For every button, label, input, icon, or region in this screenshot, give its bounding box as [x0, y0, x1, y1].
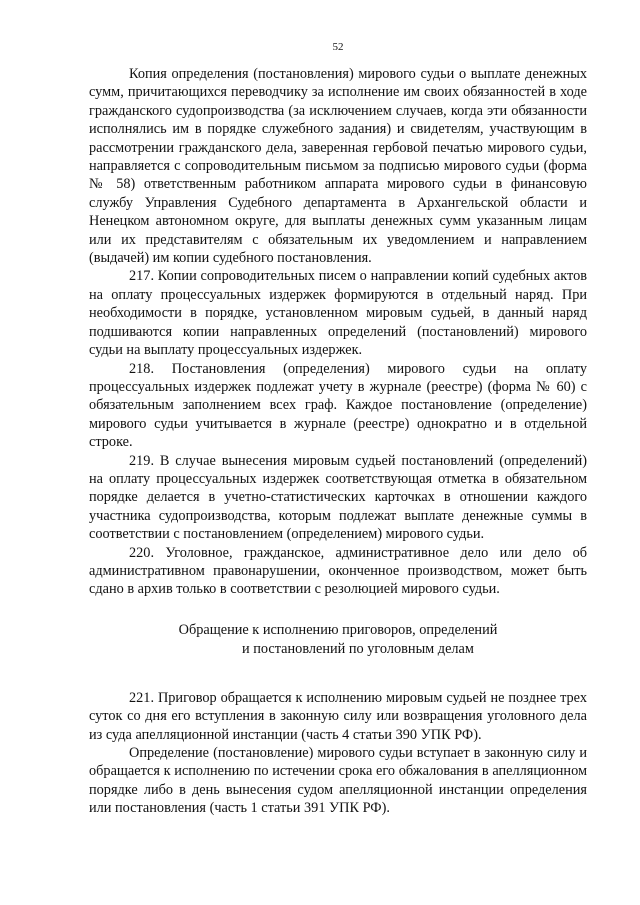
paragraph-219: 219. В случае вынесения мировым судьей постановлений (определений) на оплату процессуальных издержек соответствующая отметка в обязательном порядке делается в учетно-статистических карточках в отношении каждого участника судопроизводства, которым подлежат выплате денежные суммы в соответствии с постановлением (определением) мирового судьи. — [89, 452, 587, 543]
paragraph-221-second: Определение (постановление) мирового судьи вступает в законную силу и обращается к исполнению по истечении срока его обжалования в апелляционном порядке либо в день вынесения судом апелляционной инстанции определения или постановления (часть 1 статьи 391 УПК РФ). — [89, 745, 587, 817]
section-heading — [89, 621, 587, 659]
section-heading-line-1: Обращение к исполнению приговоров, определений — [178, 621, 498, 638]
paragraph-218: 218. Постановления (определения) мирового судьи на оплату процессуальных издержек подлежат учету в журнале (реестре) (форма № 60) с обязательным заполнением всех граф. Каждое постановление (определение) мирового судьи учитывается в журнале (реестре) однократно и в отдельной строке. — [89, 360, 587, 451]
paragraph-221: 221. Приговор обращается к исполнению мировым судьей не позднее трех суток со дня его вступления в законную силу или возвращения уголовного дела из суда апелляционной инстанции (часть 4 статьи 390 УПК РФ). — [89, 689, 587, 743]
paragraph-220: 220. Уголовное, гражданское, административное дело или дело об административном правонарушении, оконченное производством, может быть сдано в архив только в соответствии с резолюцией мирового судьи. — [89, 544, 587, 598]
page-number: 52 — [332, 41, 344, 53]
document-body — [89, 65, 587, 818]
paragraph-216-continued: Копия определения (постановления) мирового судьи о выплате денежных сумм, причитающихся переводчику за исполнение им своих обязанностей в ходе гражданского судопроизводства (за исключением случаев, когда эти обязанности исполнялись им в порядке служебного задания) и свидетелям, участвующим в рассмотрении гражданского дела, заверенная гербовой печатью мирового судьи, направляется с сопроводительным письмом за подписью мирового судьи (форма № 58) ответственным работником аппарата мирового судьи в финансовую службу Управления Судебного департамента в Архангельской области и Ненецком автономном округе, для выплаты денежных сумм указанным лицам или их представителям с обязательным их уведомлением и направлением (выдачей) им копии судебного постановления. — [89, 66, 587, 267]
section-heading-line-2: и постановлений по уголовным делам — [242, 640, 474, 657]
paragraph-217: 217. Копии сопроводительных писем о направлении копий судебных актов на оплату процессуальных издержек формируются в отдельный наряд. При необходимости в порядке, установленном мировым судьей, в данный наряд подшиваются копии направленных определений (постановлений) мирового судьи на выплату процессуальных издержек. — [89, 268, 587, 359]
